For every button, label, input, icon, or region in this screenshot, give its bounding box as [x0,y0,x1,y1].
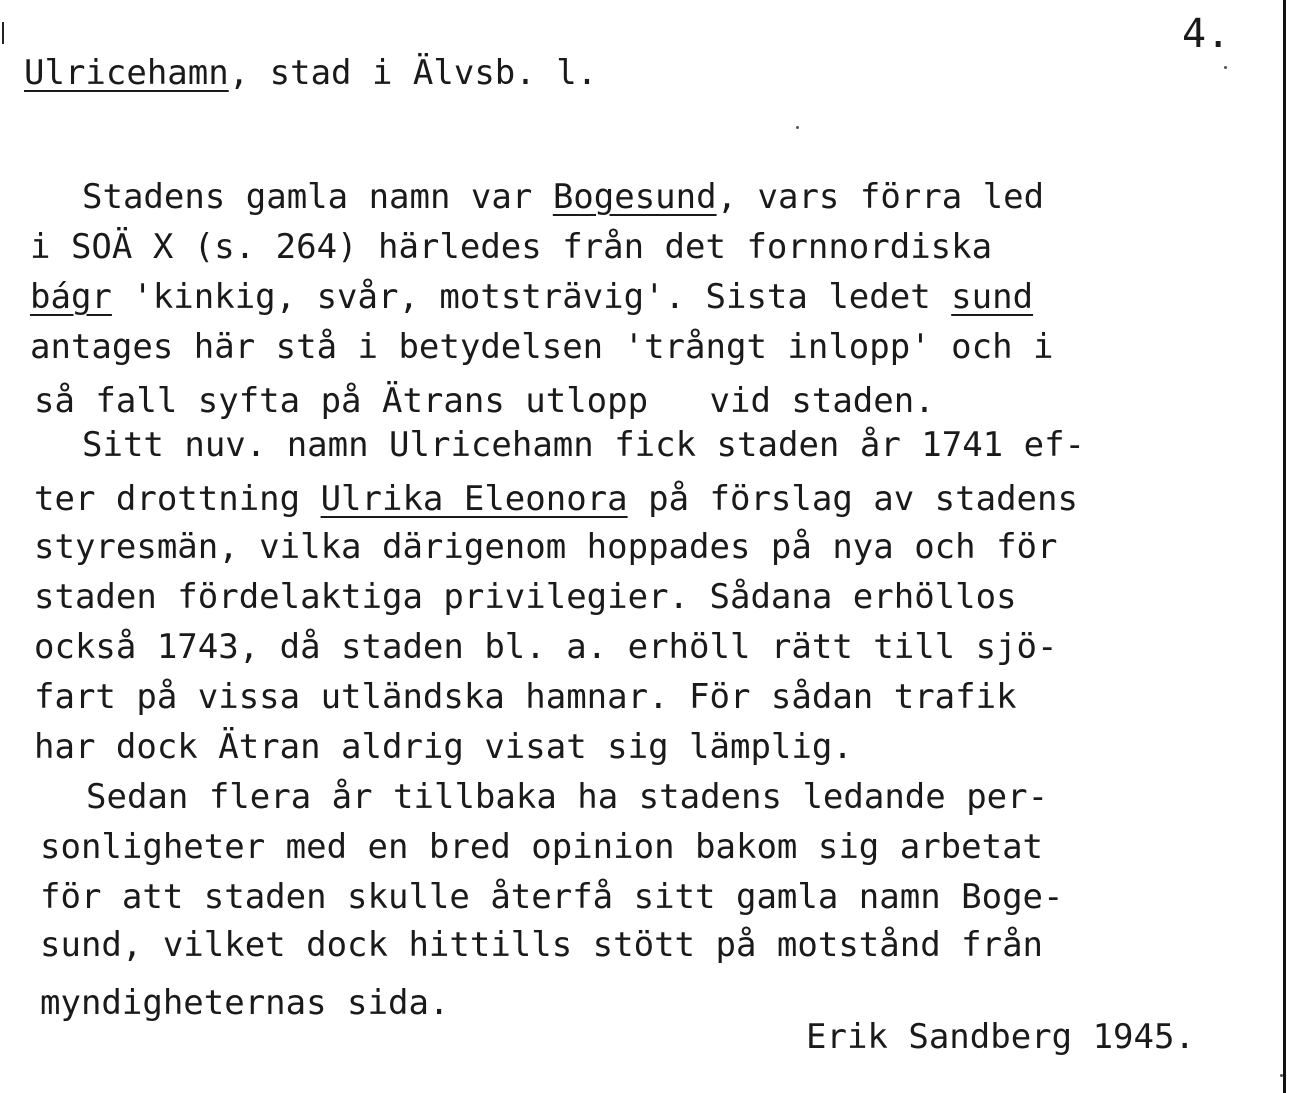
text-segment: på förslag av stadens [627,479,1078,519]
text-line [34,479,1078,519]
heading-place-name: Ulricehamn [24,53,229,93]
underlined-name: Ulrika Eleonora [320,479,628,519]
underlined-name: Bogesund [552,177,717,217]
heading [24,53,598,93]
card-right-edge [1283,0,1286,1093]
text-line: styresmän, vilka därigenom hoppades på nya och för [34,527,1058,567]
underlined-word: bágr [30,277,112,317]
text-line: så fall syfta på Ätrans utlopp vid staden. [34,381,935,421]
text-line: antages här stå i betydelsen 'trångt inlopp' och i [30,327,1054,367]
text-segment: Stadens gamla namn var [82,177,553,217]
text-line [30,277,1034,317]
text-line: fart på vissa utländska hamnar. För sådan trafik [34,677,1017,717]
text-line: Sitt nuv. namn Ulricehamn fick staden år 1741 ef- [82,425,1086,465]
text-line: för att staden skulle återfå sitt gamla namn Boge- [40,877,1064,917]
text-line: sund, vilket dock hittills stött på motstånd från [40,925,1044,965]
underlined-word: sund [951,277,1034,317]
text-line: har dock Ätran aldrig visat sig lämplig. [34,727,853,767]
speck-mark [796,126,799,129]
text-segment: ter drottning [34,479,321,519]
heading-rest: , stad i Älvsb. l. [228,53,598,93]
text-line: Sedan flera år tillbaka ha stadens ledande per- [86,777,1049,817]
page-number: 4. [1182,11,1231,57]
speck-mark [1224,66,1227,69]
text-line: staden fördelaktiga privilegier. Sådana erhöllos [34,577,1017,617]
text-segment: 'kinkig, svår, motsträvig'. Sista ledet [111,277,952,317]
card-left-mark [2,22,4,44]
text-line: också 1743, då staden bl. a. erhöll rätt till sjö- [34,627,1058,667]
text-line: myndigheternas sida. [40,983,450,1023]
text-line: sonligheter med en bred opinion bakom sig arbetat [40,827,1044,867]
speck-mark [1280,1074,1283,1077]
signature: Erik Sandberg 1945. [806,1017,1195,1057]
text-line: i SOÄ X (s. 264) härledes från det fornnordiska [30,227,993,267]
text-line [82,177,1045,217]
text-segment: , vars förra led [716,177,1045,217]
